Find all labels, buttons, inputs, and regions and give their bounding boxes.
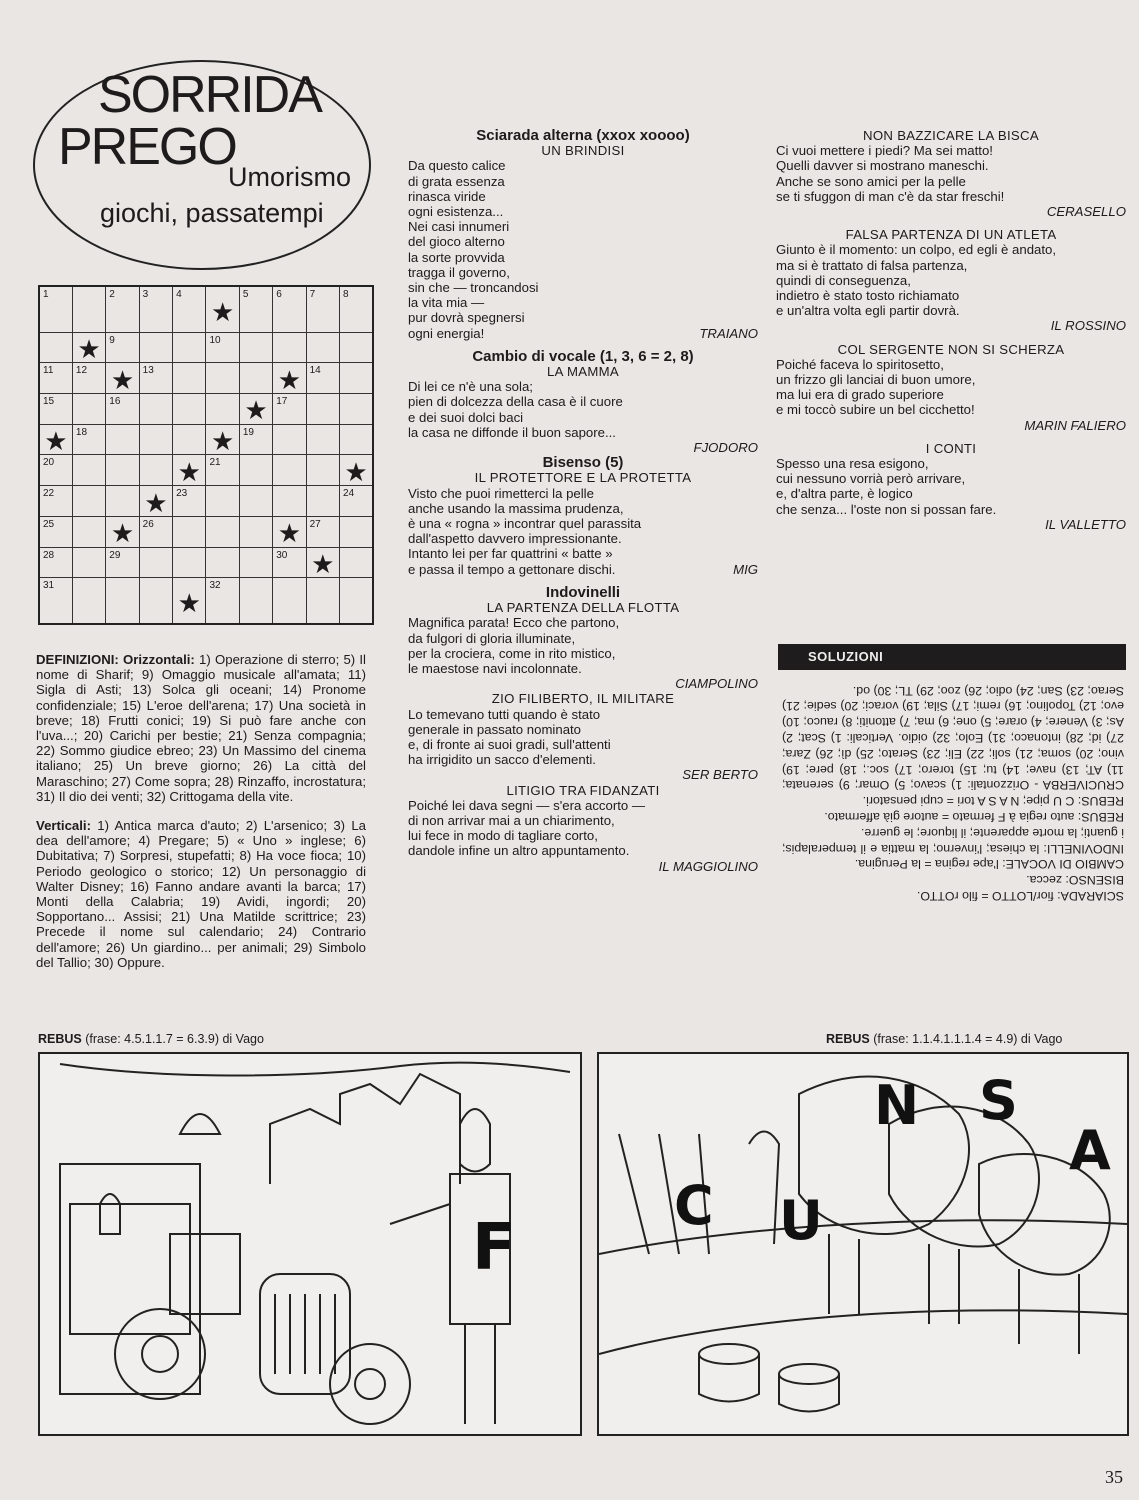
poem-line: di non arrivar mai a un chiarimento, [408,812,615,828]
poem-line: Visto che puoi rimetterci la pelle [408,485,594,501]
crossword-cell [173,363,206,394]
page-number: 35 [1105,1467,1123,1487]
game-subtitle: IL PROTETTORE E LA PROTETTA [474,470,692,486]
logo-line3: Umorismo [228,162,352,192]
poem-lines [408,379,758,440]
game-subtitle: FALSA PARTENZA DI UN ATLETA [845,227,1057,243]
logo-line1: SORRIDA [98,66,321,124]
crossword-cell [206,547,239,578]
crossword-cell [273,547,306,578]
poem-line: pur dovrà spegnersi [408,310,525,326]
crossword-star-cell [306,547,339,578]
crossword-cell [340,424,373,455]
crossword-cell [173,516,206,547]
crossword-star-cell [206,424,239,455]
poem-line: quindi di conseguenza, [776,272,911,288]
crossword-cell [239,332,272,363]
poem-lines [776,357,1126,418]
star-icon: ★ [210,296,235,327]
game-cambio-vocale [408,349,758,455]
poem-line: ma lui era di grado superiore [776,387,944,403]
crossword-cell [139,547,172,578]
cell-number: 31 [43,580,55,592]
rebus2-letter-s: S [979,1069,1018,1132]
game-sciarada [408,128,758,341]
crossword-cell [306,424,339,455]
poem-line: per la crociera, come in rito mistico, [408,645,616,661]
star-icon: ★ [110,518,135,549]
poem-line: da fulgori di gloria illuminate, [408,630,576,646]
crossword-cell [39,486,72,517]
crossword-cell [106,286,139,332]
poem-line: indietro è stato tosto richiamato [776,288,960,304]
solutions-header: SOLUZIONI [778,644,1126,670]
poem-line: Di lei ce n'è una sola; [408,379,533,395]
star-icon: ★ [177,587,201,618]
crossword-cell [106,394,139,425]
poem-line: è una « rogna » incontrar quel parassita [408,516,642,532]
game-author: CERASELLO [1046,204,1126,220]
crossword-cell [273,578,306,624]
crossword-cell [72,486,105,517]
poem-line: la sorte provvida [408,249,505,265]
crossword-cell [139,286,172,332]
poem-line: sin che — troncandosi [408,280,539,296]
poem-lines [776,143,1126,204]
crossword-cell [173,424,206,455]
poem-line: e, d'altra parte, è logico [776,486,913,502]
crossword-star-cell [39,424,72,455]
crossword-cell [139,516,172,547]
rebus2-letter-a: A [1069,1119,1111,1182]
poem-line: un frizzo gli lanciai di buon umore, [776,372,976,388]
poem-lines [408,615,758,676]
game-author: IL MAGGIOLINO [658,858,758,874]
star-icon: ★ [277,518,302,549]
solutions-upside-down: SCIARADA: fior/LOTTO = filo rOTTO. BISENSO: zecca. CAMBIO DI VOCALE: l'ape regina = la Perugina. INDOVINELLI: la chiesa; l'inverno; la mattia e il temperalapis; i guanti; la morte apparente; il liquore; le guerre. REBUS: auto regia à F fermato = autore già affermato. REBUS: C U pipe; N A S A tori = cupi pensatori. CRUCIVERBA - Orizzontali: 1) scavo; 5) Omar; 9) serenata; 11) AT; 13) nave; 14) tu; 15) torero; 17) soc.; 18) pere; 19) vino; 20) soma; 21) soli; 22) Eli; 23) Serato; 25) dì; 26) Zara; 27) id; 28) intonaco; 31) Eolo; 32) oidio. Verticali: 1) Scat; 2) As; 3) Venere; 4) orare; 5) one; 6) ma; 7) attoniti; 8) rauco; 10) evo; 12) Topolino; 16) remi; 17) Sila; 19) voraci; 20) sedie; 21) Serao; 23) San; 24) odio; 26) zoo; 29) TL; 30) od. [782,683,1124,904]
rebus2-drawing [599,1054,1127,1434]
poem-line: Poiché faceva lo spiritosetto, [776,356,944,372]
poem-line: cui nessuno vorrià però arrivare, [776,471,966,487]
star-icon: ★ [311,548,335,579]
cell-number: 2 [109,289,115,300]
crossword-cell [340,332,373,363]
game-bisenso [408,455,758,577]
crossword-cell [173,332,206,363]
game-title: Indovinelli [545,583,621,601]
crossword-cell [340,363,373,394]
poem-lines [408,486,758,562]
crossword-cell [139,578,172,624]
crossword-cell [273,455,306,486]
star-icon: ★ [177,456,201,487]
crossword-star-cell [139,486,172,517]
crossword-cell [39,363,72,394]
poem-line: ma si è trattato di falsa partenza, [776,257,968,273]
cell-number: 11 [43,365,54,377]
crossword-cell [106,486,139,517]
crossword-cell [106,424,139,455]
poem-line: tragga il governo, [408,264,510,280]
crossword-cell [306,455,339,486]
crossword-cell [139,455,172,486]
cell-number: 27 [309,518,321,530]
crossword-cell [306,578,339,624]
poem-line: la vita mia — [408,295,485,311]
game-author: CIAMPOLINO [675,676,758,692]
game-author: SER BERTO [682,767,758,783]
crossword-cell [340,486,373,517]
game-subtitle: COL SERGENTE NON SI SCHERZA [837,341,1065,357]
crossword-cell [239,547,272,578]
crossword-cell [273,286,306,332]
cell-number: 29 [109,549,121,561]
crossword-cell [72,516,105,547]
crossword-cell [173,486,206,517]
crossword-star-cell [340,455,373,486]
rebus1-caption: REBUS (frase: 4.5.1.1.7 = 6.3.9) di Vago [38,1032,264,1046]
cell-number: 12 [75,365,88,377]
cell-number: 23 [176,488,188,500]
crossword-cell [39,547,72,578]
poem-line: e mi toccò subire un bel cicchetto! [776,402,975,418]
poem-line: ha irrigidito un sacco d'elementi. [408,752,596,768]
crossword-cell [306,286,339,332]
crossword-cell [206,486,239,517]
crossword-cell [206,332,239,363]
crossword-cell [239,578,272,624]
poem-line: la casa ne diffonde il buon sapore... [408,424,616,440]
cell-number: 21 [209,457,221,469]
star-icon: ★ [144,487,168,518]
crossword-cell [72,455,105,486]
crossword-cell [306,363,339,394]
games-column-right [776,128,1126,532]
cell-number: 6 [276,289,282,300]
poem-lines [408,707,758,768]
game-author: IL ROSSINO [1050,318,1126,334]
crossword-star-cell [173,578,206,624]
game-title: Sciarada alterna (xxox xoooo) [476,127,690,144]
game-subtitle: LA PARTENZA DELLA FLOTTA [486,600,680,616]
crossword-cell [106,332,139,363]
poem-line: se ti sfuggon di man c'è da star freschi! [776,188,1005,204]
cell-number: 32 [209,580,221,592]
crossword-cell [139,424,172,455]
cell-number: 17 [276,396,288,408]
crossword-cell [273,332,306,363]
poem-line: Ci vuoi mettere i piedi? Ma sei matto! [776,143,993,159]
rebus1-drawing [40,1054,580,1434]
cell-number: 9 [109,334,115,346]
crossword-cell [340,394,373,425]
game-last-line: ogni energia! TRAIANO [408,325,758,341]
cell-number: 5 [242,289,249,300]
crossword-cell [273,394,306,425]
cell-number: 30 [276,549,288,561]
poem-line: rinasca viride [408,188,486,204]
crossword-cell [239,424,272,455]
crossword-star-cell [106,363,139,394]
crossword-cell [39,455,72,486]
crossword-star-cell [173,455,206,486]
game-subtitle: UN BRINDISI [541,143,625,159]
crossword-cell [273,424,306,455]
crossword-star-cell [72,332,105,363]
crossword-cell [306,332,339,363]
crossword-cell [306,486,339,517]
crossword-cell [206,363,239,394]
crossword-cell [306,516,339,547]
game-title: Cambio di vocale (1, 3, 6 = 2, 8) [472,347,694,365]
rebus1-illustration [38,1052,582,1436]
game-subtitle: LITIGIO TRA FIDANZATI [506,782,660,798]
crossword-cell [72,578,105,624]
crossword-cell [72,394,105,425]
game-title: Bisenso (5) [542,454,624,472]
cell-number: 8 [343,289,349,300]
crossword-cell [72,547,105,578]
rebus2-letter-c: C [674,1174,714,1237]
poem-line: e un'altra volta egli partir dovrà. [776,303,960,319]
crossword-cell [72,286,105,332]
poem-line: lui fece in modo di tagliare corto, [408,828,598,844]
crossword-cell [340,516,373,547]
cell-number: 1 [43,289,49,300]
rebus2-illustration [597,1052,1129,1436]
crossword-cell [239,516,272,547]
cell-number: 16 [109,396,121,408]
game-author: IL VALLETTO [1045,516,1126,532]
crossword-cell [206,578,239,624]
game-last-line: e passa il tempo a gettonare dischi. MIG [408,561,758,577]
poem-line: Nei casi innumeri [408,219,510,235]
cell-number: 20 [43,457,55,469]
cell-number: 3 [142,289,149,300]
crossword-cell [173,286,206,332]
crossword-cell [273,486,306,517]
poem-lines [776,242,1126,318]
crossword-cell [39,332,72,363]
cell-number: 7 [309,289,316,300]
poem-line: generale in passato nominato [408,721,582,737]
cell-number: 24 [343,488,355,500]
star-icon: ★ [210,426,235,457]
game-author: MARIN FALIERO [1024,417,1126,433]
crossword-cell [340,578,373,624]
poem-line: ogni esistenza... [408,204,504,220]
crossword-cell [340,547,373,578]
star-icon: ★ [77,333,101,364]
crossword-definitions [36,652,366,984]
poem-line: che senza... l'oste non si possan fare. [776,501,997,517]
definitions-vertical: Verticali: 1) Antica marca d'auto; 2) L'arsenico; 3) La dea dell'amore; 4) Pregare; 5) « Uno » inglese; 6) Dubitativa; 7) Sorpresi, stupefatti; 8) Ha voce fioca; 10) Periodo geologico o storico; 12) Un personaggio di Walter Disney; 16) Fanno andare avanti la barca; 17) Monti della Calabria; 19) Avidi, ingordi; 20) Sopportano... Assisi; 21) Una Matilde scrittrice; 23) Precede il nome sul calendario; 24) Contrario dell'amore; 26) Un giardino... per animali; 29) Simbolo del Tallio; 30) Oppure. [36,818,366,970]
cell-number: 18 [75,426,88,438]
star-icon: ★ [277,364,302,395]
cell-number: 14 [309,365,321,377]
game-subtitle: ZIO FILIBERTO, IL MILITARE [491,691,675,707]
poem-line: Intanto lei per far quattrini « batte » [408,546,613,562]
poem-line: e, di fronte ai suoi gradi, sull'attenti [408,736,611,752]
poem-lines [408,158,758,325]
crossword-star-cell [239,394,272,425]
crossword-star-cell [206,286,239,332]
game-author: FJODORO [693,440,758,456]
crossword-cell [106,547,139,578]
poem-line: Magnifica parata! Ecco che partono, [408,615,620,631]
crossword-cell [139,363,172,394]
crossword-cell [340,286,373,332]
star-icon: ★ [244,395,268,426]
crossword-grid [38,285,374,625]
crossword-cell [239,486,272,517]
rebus1-letter-f: F [472,1211,516,1285]
magazine-logo [30,55,375,275]
crossword-cell [306,394,339,425]
crossword-cell [173,547,206,578]
poem-line: anche usando la massima prudenza, [408,500,624,516]
cell-number: 25 [43,518,55,530]
poem-line: del gioco alterno [408,234,505,250]
crossword-cell [173,394,206,425]
crossword-cell [106,578,139,624]
crossword-cell [39,578,72,624]
crossword-cell [206,516,239,547]
crossword-cell [139,394,172,425]
poem-line: Giunto è il momento: un colpo, ed egli è andato, [776,242,1057,258]
star-icon: ★ [344,456,368,487]
rebus2-letter-n: N [874,1074,920,1137]
crossword-cell [239,363,272,394]
games-column-middle [408,128,758,874]
star-icon: ★ [110,364,135,395]
crossword-cell [206,455,239,486]
crossword-cell [106,455,139,486]
cell-number: 28 [43,549,55,561]
cell-number: 19 [242,426,254,438]
crossword-cell [39,394,72,425]
poem-line: dall'aspetto davvero impressionante. [408,531,622,547]
poem-line: e dei suoi dolci baci [408,409,524,425]
game-subtitle: NON BAZZICARE LA BISCA [863,128,1039,143]
game-subtitle: I CONTI [925,440,977,456]
logo-line2: PREGO [58,118,236,176]
cell-number: 10 [209,334,221,346]
crossword-cell [72,424,105,455]
star-icon: ★ [44,426,68,457]
poem-line: pien di dolcezza della casa è il cuore [408,394,623,410]
crossword-cell [239,286,272,332]
crossword-star-cell [106,516,139,547]
cell-number: 15 [43,396,55,408]
cell-number: 22 [43,488,55,500]
poem-line: Poiché lei dava segni — s'era accorto — [408,797,646,813]
crossword-cell [206,394,239,425]
cell-number: 26 [142,518,154,530]
poem-line: Anche se sono amici per la pelle [776,173,966,189]
poem-line: Spesso una resa esigono, [776,456,929,472]
crossword-cell [39,516,72,547]
poem-lines [408,798,758,859]
rebus2-caption: REBUS (frase: 1.1.4.1.1.1.4 = 4.9) di Vago [826,1032,1063,1046]
crossword-star-cell [273,516,306,547]
game-subtitle: LA MAMMA [546,364,619,380]
crossword-cell [139,332,172,363]
crossword-star-cell [273,363,306,394]
poem-line: dandole infine un altro appuntamento. [408,843,630,859]
poem-lines [776,456,1126,517]
rebus2-letter-u: U [779,1189,823,1252]
crossword-cell [39,286,72,332]
poem-line: Da questo calice [408,158,506,174]
definitions-horizontal: DEFINIZIONI: Orizzontali: 1) Operazione di sterro; 5) Il nome di Sharif; 9) Omaggio musicale all'amata; 11) Sigla di Asti; 13) Solca gli oceani; 14) Pronome confidenziale; 15) L'eroe dell'arena; 17) Una società in breve; 18) Frutti conici; 19) Si può fare anche con l'uva...; 20) Carichi per bestie; 21) Senza compagnia; 22) Sommo giudice ebreo; 23) Un Massimo del cinema italiano; 25) Un breve giorno; 26) La città del Maraschino; 27) Come sopra; 28) Rinzaffo, incrostatura; 31) Il dio dei venti; 32) Crittogama della vite. [36,652,366,804]
crossword-cell [239,455,272,486]
poem-line: Quelli davver si mostrano maneschi. [776,158,989,174]
cell-number: 4 [176,289,182,300]
poem-line: le maestose navi incolonnate. [408,660,582,676]
logo-line4: giochi, passatempi [100,198,324,228]
poem-line: Lo temevano tutti quando è stato [408,706,601,722]
game-indovinelli [408,585,758,874]
poem-line: di grata essenza [408,173,505,189]
cell-number: 13 [142,365,154,377]
crossword-cell [72,363,105,394]
